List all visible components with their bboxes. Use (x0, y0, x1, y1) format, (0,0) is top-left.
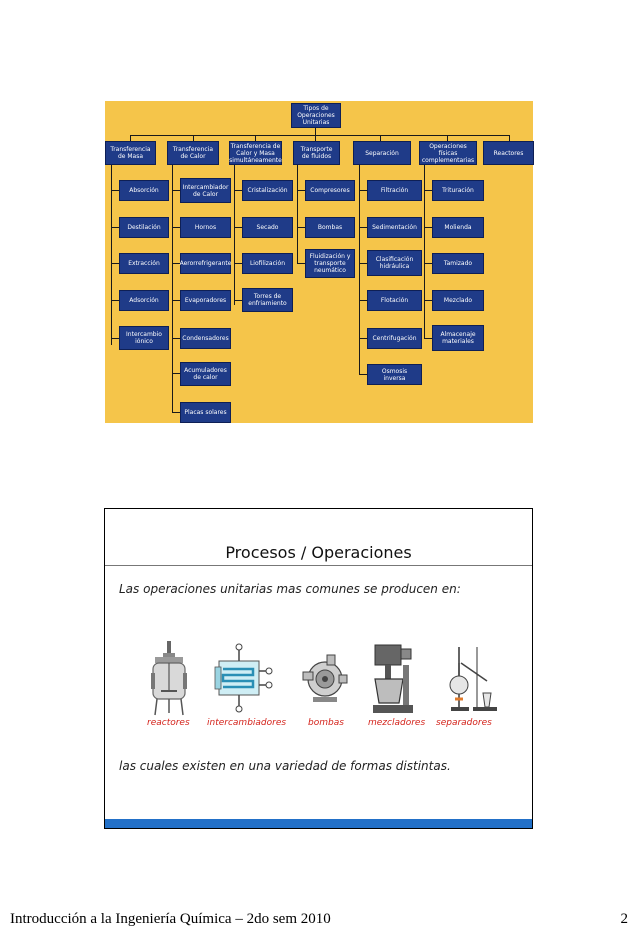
item-destilacion: Destilación (119, 217, 169, 238)
category-physical-ops: Operaciones físicas complementarias (419, 141, 477, 165)
tick (172, 190, 180, 191)
tick (424, 263, 432, 264)
tick (172, 227, 180, 228)
category-bus (130, 135, 510, 136)
item-sedimentacion: Sedimentación (367, 217, 422, 238)
tick (424, 338, 432, 339)
caption-bombas: bombas (308, 718, 344, 728)
category-reactors: Reactores (483, 141, 534, 165)
tick (297, 227, 305, 228)
tick (359, 263, 367, 264)
item-bombas: Bombas (305, 217, 355, 238)
tick (424, 227, 432, 228)
closing-text: las cuales existen en una variedad de formas distintas. (119, 759, 451, 773)
tick (234, 190, 242, 191)
category-heat-mass-transfer: Transferencia de Calor y Masa simultáneamente (229, 142, 282, 164)
tick (359, 227, 367, 228)
caption-mezcladores: mezcladores (368, 718, 426, 728)
item-compresores: Compresores (305, 180, 355, 201)
tick (111, 190, 119, 191)
reactor-illustration (147, 641, 191, 717)
tick (359, 338, 367, 339)
item-cristalizacion: Cristalización (242, 180, 293, 201)
item-mezclado: Mezclado (432, 290, 484, 311)
tick (424, 190, 432, 191)
caption-separadores: separadores (436, 718, 492, 728)
item-torres-enfriamiento: Torres de enfriamiento (242, 288, 293, 312)
tick (234, 263, 242, 264)
root-stem (315, 128, 316, 135)
category-heat-transfer: Transferencia de Calor (167, 141, 219, 165)
tick (111, 263, 119, 264)
item-tamizado: Tamizado (432, 253, 484, 274)
category-mass-transfer: Transferencia de Masa (105, 141, 156, 165)
pump-illustration (301, 641, 349, 717)
caption-intercambiadores: intercambiadores (207, 718, 287, 728)
col-line-3 (234, 165, 235, 305)
tick (172, 338, 180, 339)
footer-course-title: Introducción a la Ingeniería Química – 2do sem 2010 (10, 911, 331, 927)
caption-reactores: reactores (147, 718, 190, 728)
slide-title: Procesos / Operaciones (225, 543, 412, 562)
col-line-4 (297, 165, 298, 264)
item-aerorrefrigerante: Aerorrefrigerante (180, 253, 231, 274)
item-almacenaje: Almacenaje materiales (432, 325, 484, 351)
lead-text: Las operaciones unitarias mas comunes se producen en: (119, 582, 461, 596)
tick (111, 300, 119, 301)
item-extraccion: Extracción (119, 253, 169, 274)
item-filtracion: Filtración (367, 180, 422, 201)
tick (172, 373, 180, 374)
tick (234, 227, 242, 228)
item-osmosis: Osmosis inversa (367, 364, 422, 385)
tick (234, 300, 242, 301)
tick (359, 374, 367, 375)
tick (172, 300, 180, 301)
heat-exchanger-illustration (209, 641, 273, 717)
item-hornos: Hornos (180, 217, 231, 238)
category-separation: Separación (353, 141, 411, 165)
col-line-6 (424, 165, 425, 339)
item-secado: Secado (242, 217, 293, 238)
item-fluidizacion: Fluidización y transporte neumático (305, 249, 355, 278)
tick (172, 412, 180, 413)
processes-slide (104, 508, 533, 829)
col-line-1 (111, 165, 112, 345)
item-intercambio-ionico: Intercambio iónico (119, 326, 169, 350)
separator-illustration (439, 641, 503, 717)
item-molienda: Molienda (432, 217, 484, 238)
item-condensadores: Condensadores (180, 328, 231, 349)
mixer-illustration (367, 641, 419, 717)
tick (297, 263, 305, 264)
item-liofilizacion: Liofilización (242, 253, 293, 274)
tick (111, 227, 119, 228)
item-flotacion: Flotación (367, 290, 422, 311)
tick (111, 338, 119, 339)
item-acumuladores: Acumuladores de calor (180, 362, 231, 386)
item-adsorcion: Adsorción (119, 290, 169, 311)
page-number: 2 (620, 911, 628, 927)
tick (359, 300, 367, 301)
item-trituracion: Trituración (432, 180, 484, 201)
item-evaporadores: Evaporadores (180, 290, 231, 311)
col-line-5 (359, 165, 360, 375)
item-absorcion: Absorción (119, 180, 169, 201)
title-divider (105, 565, 532, 566)
tick (359, 190, 367, 191)
item-placas-solares: Placas solares (180, 402, 231, 423)
category-fluid-transport: Transporte de fluidos (293, 141, 340, 165)
col-line-2 (172, 165, 173, 413)
item-centrifugacion: Centrifugación (367, 328, 422, 349)
tick (424, 300, 432, 301)
slide-footer-bar (105, 819, 532, 828)
operations-tree-slide (105, 101, 533, 423)
item-intercambiador: Intercambiador de Calor (180, 178, 231, 203)
tick (297, 190, 305, 191)
root-box: Tipos de Operaciones Unitarias (291, 103, 341, 128)
item-clasificacion: Clasificación hidráulica (367, 250, 422, 276)
